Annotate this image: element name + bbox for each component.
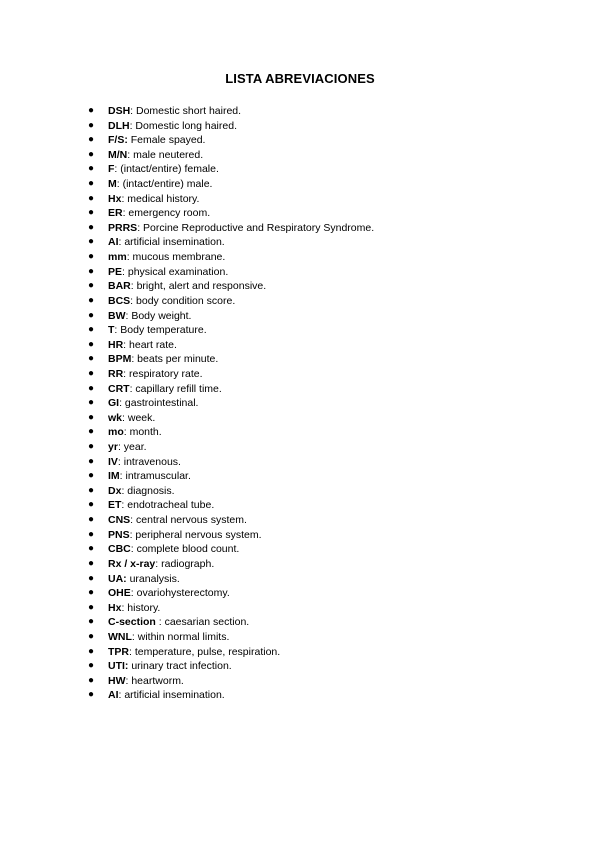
abbreviation-definition: body condition score. — [133, 294, 236, 307]
abbreviation-definition: physical examination. — [124, 265, 229, 278]
bullet-icon: ● — [88, 280, 95, 292]
bullet-icon: ● — [88, 207, 95, 219]
bullet-icon: ● — [88, 178, 95, 190]
abbreviation-term: PRRS — [108, 221, 138, 234]
bullet-icon: ● — [88, 192, 95, 204]
list-item — [88, 688, 374, 703]
list-item — [88, 455, 374, 470]
abbreviation-separator: : — [130, 105, 134, 117]
list-item — [88, 119, 374, 134]
abbreviation-term: CRT — [108, 382, 130, 395]
abbreviation-separator: : — [122, 411, 125, 424]
abbreviation-term: GI — [108, 397, 120, 410]
bullet-icon: ● — [88, 645, 95, 657]
bullet-icon: ● — [88, 630, 95, 642]
abbreviation-term: RR — [108, 367, 124, 380]
list-item — [88, 484, 374, 499]
abbreviation-separator: : — [137, 221, 141, 234]
bullet-icon: ● — [88, 134, 95, 146]
abbreviation-term: PE — [108, 265, 123, 278]
bullet-icon: ● — [88, 528, 95, 540]
abbreviation-definition: Female spayed. — [127, 134, 206, 147]
abbreviation-definition: bright, alert and responsive. — [133, 280, 267, 293]
abbreviation-definition: heartworm. — [128, 674, 184, 687]
list-item — [88, 235, 374, 250]
list-item — [88, 411, 374, 426]
abbreviation-term: M — [108, 178, 117, 191]
list-item — [88, 133, 374, 148]
bullet-icon: ● — [88, 484, 95, 496]
bullet-icon: ● — [88, 294, 95, 306]
abbreviation-term: CNS — [108, 514, 131, 527]
list-item — [88, 528, 374, 543]
abbreviation-term: C-section — [108, 616, 156, 629]
abbreviation-definition: within normal limits. — [134, 630, 230, 643]
abbreviation-term: UTI: — [108, 660, 129, 673]
abbreviation-definition: respiratory rate. — [126, 367, 203, 380]
abbreviation-term: UA: — [108, 572, 127, 585]
abbreviation-definition: history. — [124, 601, 161, 614]
abbreviation-separator: : — [129, 645, 132, 658]
abbreviation-term: Hx — [108, 601, 122, 614]
abbreviation-term: Dx — [108, 484, 122, 497]
abbreviation-term: DLH — [108, 119, 130, 132]
bullet-icon: ● — [88, 426, 95, 438]
list-item — [88, 513, 374, 528]
list-item — [88, 586, 374, 601]
bullet-icon: ● — [88, 674, 95, 686]
abbreviation-term: T — [108, 324, 115, 337]
bullet-icon: ● — [88, 163, 95, 175]
abbreviation-definition: Domestic short haired. — [133, 105, 242, 117]
abbreviation-separator: : — [125, 674, 129, 687]
abbreviation-term: mo — [108, 426, 124, 439]
page-title: LISTA ABREVIACIONES — [225, 71, 375, 86]
list-item — [88, 396, 374, 411]
bullet-icon: ● — [88, 514, 95, 526]
abbreviation-separator: : — [121, 499, 125, 512]
abbreviation-definition: : caesarian section. — [155, 616, 250, 629]
abbreviation-separator: : — [119, 470, 123, 483]
list-item — [88, 557, 374, 572]
abbreviation-definition: heart rate. — [126, 338, 177, 351]
list-item — [88, 250, 374, 265]
list-item — [88, 367, 374, 382]
list-item — [88, 177, 374, 192]
abbreviation-definition: capillary refill time. — [132, 382, 222, 395]
list-item — [88, 615, 374, 630]
list-item — [88, 294, 374, 309]
abbreviation-term: mm — [108, 251, 127, 264]
abbreviation-separator: : — [126, 251, 130, 264]
list-item — [88, 440, 374, 455]
list-item — [88, 265, 374, 280]
abbreviation-definition: Body weight. — [128, 309, 192, 322]
bullet-icon: ● — [88, 338, 95, 350]
abbreviation-definition: (intact/entire) male. — [119, 178, 213, 191]
list-item — [88, 309, 374, 324]
abbreviation-definition: artificial insemination. — [121, 236, 225, 249]
list-item — [88, 674, 374, 689]
abbreviation-term: Hx — [108, 192, 122, 205]
bullet-icon: ● — [88, 353, 95, 365]
abbreviation-term: ET — [108, 499, 122, 512]
abbreviation-separator: : — [117, 455, 121, 468]
list-item — [88, 601, 374, 616]
abbreviation-definition: gastrointestinal. — [122, 397, 199, 410]
abbreviation-separator: : — [130, 587, 134, 600]
abbreviation-definition: artificial insemination. — [121, 689, 225, 702]
list-item — [88, 659, 374, 674]
list-item — [88, 382, 374, 397]
abbreviation-definition: beats per minute. — [134, 353, 219, 366]
bullet-icon: ● — [88, 587, 95, 599]
abbreviation-definition: week. — [124, 411, 156, 424]
bullet-icon: ● — [88, 148, 95, 160]
abbreviation-separator: : — [114, 324, 118, 337]
list-item — [88, 104, 374, 119]
bullet-icon: ● — [88, 367, 95, 379]
abbreviation-separator: : — [131, 353, 135, 366]
bullet-icon: ● — [88, 543, 95, 555]
abbreviation-term: M/N — [108, 148, 128, 161]
list-item — [88, 192, 374, 207]
list-item — [88, 425, 374, 440]
abbreviation-definition: uranalysis. — [126, 572, 180, 585]
abbreviation-term: PNS — [108, 528, 130, 541]
abbreviation-definition: Domestic long haired. — [132, 119, 237, 132]
list-item — [88, 162, 374, 177]
abbreviation-term: yr — [108, 441, 118, 454]
abbreviation-definition: Body temperature. — [117, 324, 207, 337]
abbreviation-definition: male neutered. — [130, 148, 204, 161]
abbreviation-separator: : — [125, 309, 129, 322]
abbreviation-definition: peripheral nervous system. — [132, 528, 262, 541]
list-item — [88, 323, 374, 338]
abbreviation-separator: : — [127, 148, 131, 161]
abbreviation-separator: : — [129, 119, 133, 132]
bullet-icon: ● — [88, 265, 95, 277]
abbreviation-separator: : — [130, 294, 134, 307]
bullet-icon: ● — [88, 557, 95, 569]
list-item — [88, 498, 374, 513]
abbreviation-term: Rx / x-ray — [108, 557, 156, 570]
bullet-icon: ● — [88, 382, 95, 394]
abbreviation-separator: : — [121, 192, 125, 205]
bullet-icon: ● — [88, 324, 95, 336]
abbreviation-term: IV — [108, 455, 118, 468]
abbreviation-definition: mucous membrane. — [129, 251, 226, 264]
abbreviation-term: DSH — [108, 105, 131, 117]
bullet-icon: ● — [88, 660, 95, 672]
abbreviation-separator: : — [116, 178, 120, 191]
abbreviation-term: ER — [108, 207, 123, 220]
abbreviation-separator: : — [123, 338, 127, 351]
bullet-icon: ● — [88, 572, 95, 584]
abbreviation-separator: : — [114, 163, 118, 176]
list-item — [88, 338, 374, 353]
abbreviation-definition: temperature, pulse, respiration. — [131, 645, 281, 658]
abbreviation-definition: month. — [126, 426, 162, 439]
abbreviation-definition: urinary tract infection. — [128, 660, 232, 673]
abbreviation-definition: radiograph. — [158, 557, 215, 570]
abbreviation-separator: : — [118, 236, 122, 249]
abbreviation-term: F — [108, 163, 115, 176]
abbreviation-definition: intravenous. — [120, 455, 181, 468]
bullet-icon: ● — [88, 689, 95, 701]
list-item — [88, 645, 374, 660]
abbreviation-definition: (intact/entire) female. — [117, 163, 219, 176]
abbreviation-term: F/S: — [108, 134, 128, 147]
abbreviation-definition: diagnosis. — [124, 484, 175, 497]
bullet-icon: ● — [88, 499, 95, 511]
abbreviation-term: BAR — [108, 280, 131, 293]
abbreviation-separator: : — [155, 557, 159, 570]
abbreviation-separator: : — [131, 630, 135, 643]
abbreviation-list — [88, 104, 374, 703]
abbreviation-separator: : — [118, 689, 122, 702]
list-item — [88, 352, 374, 367]
abbreviation-term: BPM — [108, 353, 132, 366]
list-item — [88, 148, 374, 163]
abbreviation-term: TPR — [108, 645, 129, 658]
bullet-icon: ● — [88, 105, 95, 116]
abbreviation-term: HW — [108, 674, 126, 687]
abbreviation-definition: central nervous system. — [133, 514, 247, 527]
abbreviation-definition: intramuscular. — [122, 470, 191, 483]
abbreviation-term: OHE — [108, 587, 131, 600]
list-item — [88, 221, 374, 236]
abbreviation-definition: complete blood count. — [133, 543, 240, 556]
bullet-icon: ● — [88, 455, 95, 467]
bullet-icon: ● — [88, 309, 95, 321]
abbreviation-separator: : — [123, 367, 127, 380]
abbreviation-separator: : — [130, 543, 134, 556]
abbreviation-term: WNL — [108, 630, 132, 643]
abbreviation-separator: : — [121, 601, 125, 614]
abbreviation-separator: : — [121, 484, 125, 497]
abbreviation-separator: : — [130, 280, 134, 293]
list-item — [88, 279, 374, 294]
abbreviation-term: IM — [108, 470, 120, 483]
bullet-icon: ● — [88, 236, 95, 248]
abbreviation-separator: : — [129, 528, 133, 541]
abbreviation-definition: Porcine Reproductive and Respiratory Syndrome. — [140, 221, 375, 234]
abbreviation-term: BW — [108, 309, 126, 322]
list-item — [88, 542, 374, 557]
bullet-icon: ● — [88, 441, 95, 453]
bullet-icon: ● — [88, 397, 95, 409]
abbreviation-definition: ovariohysterectomy. — [133, 587, 230, 600]
bullet-icon: ● — [88, 601, 95, 613]
bullet-icon: ● — [88, 251, 95, 263]
abbreviation-term: CBC — [108, 543, 131, 556]
abbreviation-definition: emergency room. — [125, 207, 211, 220]
abbreviation-definition: medical history. — [124, 192, 200, 205]
abbreviation-term: BCS — [108, 294, 131, 307]
abbreviation-term: AI — [108, 689, 119, 702]
abbreviation-separator: : — [129, 382, 133, 395]
abbreviation-term: HR — [108, 338, 124, 351]
list-item — [88, 572, 374, 587]
abbreviation-separator: : — [122, 265, 125, 278]
abbreviation-separator: : — [123, 426, 127, 439]
list-item — [88, 630, 374, 645]
list-item — [88, 469, 374, 484]
abbreviation-separator: : — [130, 514, 134, 527]
list-item — [88, 206, 374, 221]
abbreviation-separator: : — [122, 207, 126, 220]
abbreviation-separator: : — [117, 441, 121, 454]
abbreviation-term: AI — [108, 236, 119, 249]
bullet-icon: ● — [88, 616, 95, 628]
bullet-icon: ● — [88, 221, 95, 233]
abbreviation-term: wk — [108, 411, 123, 424]
bullet-icon: ● — [88, 411, 95, 423]
abbreviation-definition: endotracheal tube. — [124, 499, 215, 512]
bullet-icon: ● — [88, 119, 95, 131]
abbreviation-definition: year. — [120, 441, 147, 454]
bullet-icon: ● — [88, 470, 95, 482]
abbreviation-separator: : — [119, 397, 123, 410]
